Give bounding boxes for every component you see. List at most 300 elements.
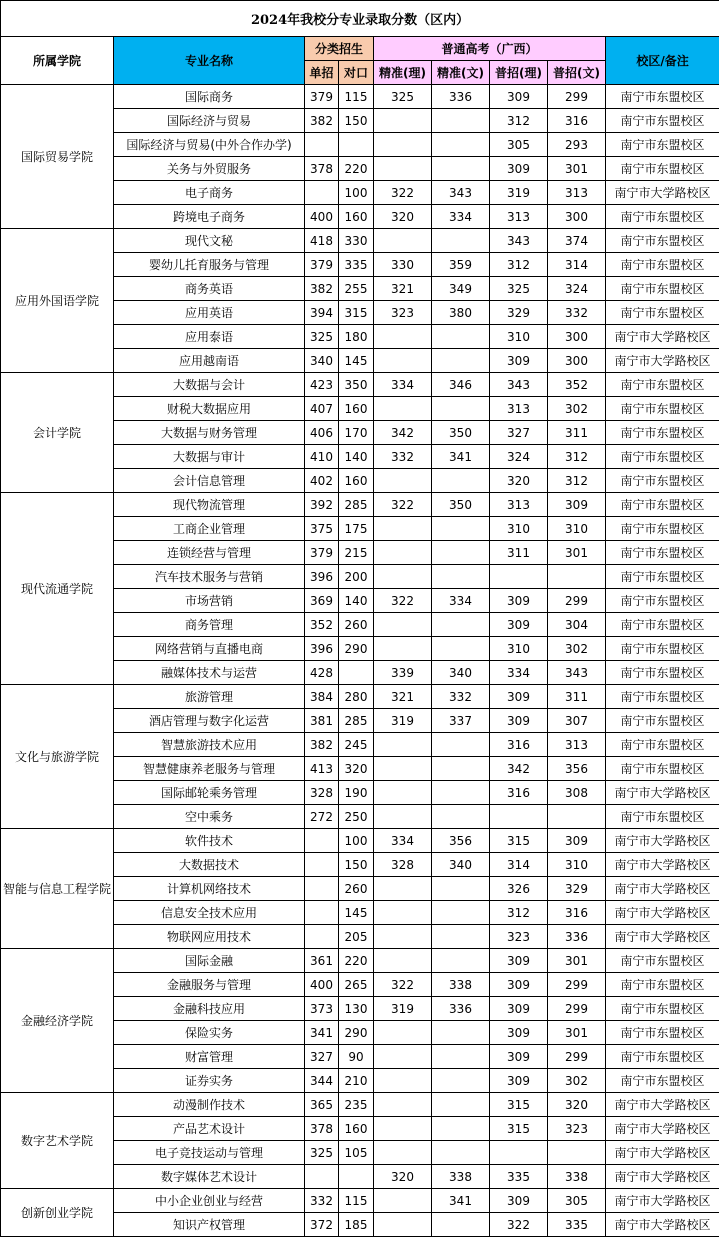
table-row (1, 1093, 719, 1117)
danzhao-score: 382 (305, 277, 339, 301)
major-name: 产品艺术设计 (114, 1117, 305, 1141)
duikou-score: 140 (339, 445, 374, 469)
jingzhun-wen-score (432, 949, 490, 973)
jingzhun-li-score: 322 (374, 973, 432, 997)
puzhao-li-score: 309 (490, 1069, 548, 1093)
puzhao-li-score: 309 (490, 157, 548, 181)
campus: 南宁市东盟校区 (606, 589, 719, 613)
jingzhun-wen-score (432, 109, 490, 133)
puzhao-li-score: 314 (490, 853, 548, 877)
jingzhun-wen-score (432, 1213, 490, 1237)
campus: 南宁市大学路校区 (606, 1165, 719, 1189)
jingzhun-wen-score: 340 (432, 661, 490, 685)
puzhao-wen-score: 332 (548, 301, 606, 325)
major-name: 网络营销与直播电商 (114, 637, 305, 661)
duikou-score (339, 661, 374, 685)
danzhao-score (305, 901, 339, 925)
major-name: 应用越南语 (114, 349, 305, 373)
danzhao-score: 379 (305, 541, 339, 565)
jingzhun-wen-score (432, 757, 490, 781)
jingzhun-li-score: 339 (374, 661, 432, 685)
puzhao-li-score: 335 (490, 1165, 548, 1189)
puzhao-wen-score: 309 (548, 829, 606, 853)
duikou-score: 100 (339, 829, 374, 853)
major-name: 金融服务与管理 (114, 973, 305, 997)
jingzhun-li-score (374, 133, 432, 157)
campus: 南宁市东盟校区 (606, 565, 719, 589)
danzhao-score (305, 181, 339, 205)
duikou-score: 250 (339, 805, 374, 829)
puzhao-li-score: 309 (490, 613, 548, 637)
campus: 南宁市东盟校区 (606, 133, 719, 157)
danzhao-score: 423 (305, 373, 339, 397)
jingzhun-wen-score: 341 (432, 1189, 490, 1213)
jingzhun-li-score (374, 1021, 432, 1045)
college-name: 创新创业学院 (1, 1189, 114, 1237)
puzhao-li-score: 329 (490, 301, 548, 325)
puzhao-li-score: 342 (490, 757, 548, 781)
danzhao-score: 372 (305, 1213, 339, 1237)
puzhao-li-score: 310 (490, 517, 548, 541)
major-name: 国际经济与贸易(中外合作办学) (114, 133, 305, 157)
header-puzhao-li: 普招(理) (490, 61, 548, 85)
puzhao-li-score (490, 1141, 548, 1165)
table-row (1, 85, 719, 109)
campus: 南宁市大学路校区 (606, 1213, 719, 1237)
jingzhun-wen-score: 380 (432, 301, 490, 325)
campus: 南宁市东盟校区 (606, 301, 719, 325)
duikou-score: 215 (339, 541, 374, 565)
jingzhun-wen-score (432, 1141, 490, 1165)
puzhao-li-score: 334 (490, 661, 548, 685)
major-name: 应用英语 (114, 301, 305, 325)
duikou-score: 210 (339, 1069, 374, 1093)
danzhao-score (305, 829, 339, 853)
jingzhun-wen-score (432, 1021, 490, 1045)
puzhao-wen-score: 313 (548, 733, 606, 757)
jingzhun-wen-score: 340 (432, 853, 490, 877)
major-name: 智慧健康养老服务与管理 (114, 757, 305, 781)
puzhao-wen-score: 301 (548, 157, 606, 181)
campus: 南宁市东盟校区 (606, 253, 719, 277)
duikou-score: 150 (339, 853, 374, 877)
jingzhun-li-score (374, 757, 432, 781)
puzhao-wen-score: 304 (548, 613, 606, 637)
campus: 南宁市大学路校区 (606, 853, 719, 877)
puzhao-li-score: 327 (490, 421, 548, 445)
duikou-score: 290 (339, 1021, 374, 1045)
college-name: 现代流通学院 (1, 493, 114, 685)
jingzhun-wen-score: 350 (432, 493, 490, 517)
campus: 南宁市东盟校区 (606, 109, 719, 133)
jingzhun-li-score (374, 781, 432, 805)
header-major: 专业名称 (114, 37, 305, 85)
puzhao-wen-score: 302 (548, 397, 606, 421)
puzhao-li-score: 312 (490, 253, 548, 277)
puzhao-wen-score: 338 (548, 1165, 606, 1189)
jingzhun-wen-score (432, 157, 490, 181)
jingzhun-li-score (374, 637, 432, 661)
college-name: 数字艺术学院 (1, 1093, 114, 1189)
puzhao-wen-score: 301 (548, 949, 606, 973)
puzhao-li-score: 313 (490, 493, 548, 517)
puzhao-li-score: 305 (490, 133, 548, 157)
campus: 南宁市东盟校区 (606, 157, 719, 181)
duikou-score: 100 (339, 181, 374, 205)
jingzhun-li-score: 323 (374, 301, 432, 325)
header-jingzhun-li: 精准(理) (374, 61, 432, 85)
duikou-score: 145 (339, 901, 374, 925)
puzhao-li-score: 316 (490, 733, 548, 757)
major-name: 国际金融 (114, 949, 305, 973)
puzhao-li-score: 343 (490, 229, 548, 253)
danzhao-score: 378 (305, 157, 339, 181)
campus: 南宁市东盟校区 (606, 709, 719, 733)
danzhao-score: 375 (305, 517, 339, 541)
jingzhun-li-score (374, 325, 432, 349)
college-name: 会计学院 (1, 373, 114, 493)
jingzhun-li-score (374, 517, 432, 541)
major-name: 证券实务 (114, 1069, 305, 1093)
puzhao-li-score: 309 (490, 709, 548, 733)
jingzhun-wen-score: 341 (432, 445, 490, 469)
puzhao-wen-score: 299 (548, 973, 606, 997)
duikou-score: 265 (339, 973, 374, 997)
puzhao-wen-score: 301 (548, 541, 606, 565)
puzhao-wen-score: 312 (548, 445, 606, 469)
puzhao-wen-score: 314 (548, 253, 606, 277)
jingzhun-li-score: 319 (374, 997, 432, 1021)
major-name: 旅游管理 (114, 685, 305, 709)
header-danzhao: 单招 (305, 61, 339, 85)
jingzhun-wen-score (432, 517, 490, 541)
major-name: 商务英语 (114, 277, 305, 301)
duikou-score: 160 (339, 469, 374, 493)
campus: 南宁市东盟校区 (606, 517, 719, 541)
puzhao-wen-score: 307 (548, 709, 606, 733)
jingzhun-wen-score: 356 (432, 829, 490, 853)
jingzhun-wen-score (432, 325, 490, 349)
danzhao-score: 413 (305, 757, 339, 781)
puzhao-wen-score (548, 805, 606, 829)
jingzhun-wen-score: 349 (432, 277, 490, 301)
puzhao-wen-score: 300 (548, 349, 606, 373)
header-campus: 校区/备注 (606, 37, 719, 85)
major-name: 财富管理 (114, 1045, 305, 1069)
campus: 南宁市大学路校区 (606, 1093, 719, 1117)
campus: 南宁市大学路校区 (606, 781, 719, 805)
header-duikou: 对口 (339, 61, 374, 85)
campus: 南宁市大学路校区 (606, 925, 719, 949)
major-name: 现代物流管理 (114, 493, 305, 517)
duikou-score: 285 (339, 493, 374, 517)
duikou-score: 315 (339, 301, 374, 325)
campus: 南宁市东盟校区 (606, 685, 719, 709)
jingzhun-wen-score: 346 (432, 373, 490, 397)
puzhao-wen-score: 305 (548, 1189, 606, 1213)
puzhao-li-score: 316 (490, 781, 548, 805)
danzhao-score: 379 (305, 85, 339, 109)
duikou-score: 320 (339, 757, 374, 781)
danzhao-score: 325 (305, 325, 339, 349)
campus: 南宁市东盟校区 (606, 1045, 719, 1069)
puzhao-wen-score: 323 (548, 1117, 606, 1141)
major-name: 现代文秘 (114, 229, 305, 253)
puzhao-li-score: 310 (490, 637, 548, 661)
puzhao-wen-score: 352 (548, 373, 606, 397)
puzhao-wen-score: 301 (548, 1021, 606, 1045)
danzhao-score: 392 (305, 493, 339, 517)
danzhao-score: 365 (305, 1093, 339, 1117)
jingzhun-li-score: 325 (374, 85, 432, 109)
jingzhun-li-score: 334 (374, 829, 432, 853)
danzhao-score: 381 (305, 709, 339, 733)
puzhao-wen-score: 374 (548, 229, 606, 253)
puzhao-wen-score: 309 (548, 493, 606, 517)
jingzhun-li-score (374, 565, 432, 589)
jingzhun-wen-score (432, 1069, 490, 1093)
campus: 南宁市东盟校区 (606, 421, 719, 445)
jingzhun-li-score (374, 229, 432, 253)
campus: 南宁市大学路校区 (606, 1189, 719, 1213)
danzhao-score: 382 (305, 109, 339, 133)
duikou-score: 220 (339, 157, 374, 181)
puzhao-li-score: 315 (490, 1093, 548, 1117)
danzhao-score: 369 (305, 589, 339, 613)
jingzhun-li-score (374, 1141, 432, 1165)
puzhao-wen-score: 324 (548, 277, 606, 301)
puzhao-li-score: 324 (490, 445, 548, 469)
puzhao-li-score: 309 (490, 685, 548, 709)
jingzhun-li-score (374, 877, 432, 901)
major-name: 融媒体技术与运营 (114, 661, 305, 685)
jingzhun-wen-score: 337 (432, 709, 490, 733)
major-name: 电子竞技运动与管理 (114, 1141, 305, 1165)
jingzhun-li-score (374, 397, 432, 421)
major-name: 财税大数据应用 (114, 397, 305, 421)
duikou-score: 170 (339, 421, 374, 445)
danzhao-score (305, 877, 339, 901)
duikou-score: 260 (339, 877, 374, 901)
puzhao-wen-score: 313 (548, 181, 606, 205)
jingzhun-li-score (374, 157, 432, 181)
duikou-score: 115 (339, 1189, 374, 1213)
puzhao-wen-score (548, 1141, 606, 1165)
jingzhun-li-score: 320 (374, 1165, 432, 1189)
campus: 南宁市东盟校区 (606, 469, 719, 493)
jingzhun-wen-score (432, 637, 490, 661)
duikou-score: 180 (339, 325, 374, 349)
jingzhun-li-score: 332 (374, 445, 432, 469)
campus: 南宁市东盟校区 (606, 733, 719, 757)
jingzhun-wen-score (432, 781, 490, 805)
jingzhun-wen-score (432, 565, 490, 589)
danzhao-score: 394 (305, 301, 339, 325)
danzhao-score (305, 853, 339, 877)
duikou-score: 330 (339, 229, 374, 253)
duikou-score: 205 (339, 925, 374, 949)
campus: 南宁市东盟校区 (606, 277, 719, 301)
danzhao-score: 325 (305, 1141, 339, 1165)
duikou-score: 335 (339, 253, 374, 277)
duikou-score: 115 (339, 85, 374, 109)
puzhao-wen-score: 343 (548, 661, 606, 685)
table-row (1, 685, 719, 709)
danzhao-score: 382 (305, 733, 339, 757)
duikou-score: 235 (339, 1093, 374, 1117)
jingzhun-wen-score (432, 469, 490, 493)
puzhao-wen-score: 356 (548, 757, 606, 781)
major-name: 国际经济与贸易 (114, 109, 305, 133)
jingzhun-li-score (374, 1045, 432, 1069)
danzhao-score (305, 1165, 339, 1189)
major-name: 跨境电子商务 (114, 205, 305, 229)
duikou-score: 150 (339, 109, 374, 133)
puzhao-wen-score: 299 (548, 1045, 606, 1069)
campus: 南宁市东盟校区 (606, 373, 719, 397)
puzhao-wen-score: 311 (548, 421, 606, 445)
puzhao-wen-score: 320 (548, 1093, 606, 1117)
major-name: 汽车技术服务与营销 (114, 565, 305, 589)
jingzhun-li-score: 321 (374, 685, 432, 709)
duikou-score: 255 (339, 277, 374, 301)
table-row (1, 949, 719, 973)
duikou-score: 285 (339, 709, 374, 733)
table-row (1, 373, 719, 397)
table-row (1, 1189, 719, 1213)
puzhao-li-score: 309 (490, 997, 548, 1021)
jingzhun-wen-score: 334 (432, 589, 490, 613)
duikou-score (339, 1165, 374, 1189)
danzhao-score: 384 (305, 685, 339, 709)
campus: 南宁市东盟校区 (606, 205, 719, 229)
jingzhun-li-score: 322 (374, 589, 432, 613)
danzhao-score: 400 (305, 973, 339, 997)
jingzhun-wen-score (432, 733, 490, 757)
danzhao-score: 341 (305, 1021, 339, 1045)
duikou-score: 90 (339, 1045, 374, 1069)
puzhao-wen-score: 310 (548, 853, 606, 877)
major-name: 空中乘务 (114, 805, 305, 829)
college-name: 国际贸易学院 (1, 85, 114, 229)
jingzhun-wen-score: 334 (432, 205, 490, 229)
puzhao-li-score: 312 (490, 901, 548, 925)
campus: 南宁市东盟校区 (606, 805, 719, 829)
puzhao-wen-score: 312 (548, 469, 606, 493)
jingzhun-li-score: 322 (374, 493, 432, 517)
danzhao-score: 352 (305, 613, 339, 637)
college-name: 应用外国语学院 (1, 229, 114, 373)
puzhao-wen-score: 316 (548, 109, 606, 133)
danzhao-score: 328 (305, 781, 339, 805)
duikou-score: 280 (339, 685, 374, 709)
jingzhun-li-score: 320 (374, 205, 432, 229)
jingzhun-li-score (374, 733, 432, 757)
duikou-score: 260 (339, 613, 374, 637)
major-name: 智慧旅游技术应用 (114, 733, 305, 757)
campus: 南宁市大学路校区 (606, 829, 719, 853)
major-name: 计算机网络技术 (114, 877, 305, 901)
danzhao-score: 378 (305, 1117, 339, 1141)
danzhao-score: 407 (305, 397, 339, 421)
jingzhun-wen-score (432, 805, 490, 829)
campus: 南宁市大学路校区 (606, 1141, 719, 1165)
danzhao-score: 400 (305, 205, 339, 229)
danzhao-score (305, 925, 339, 949)
jingzhun-li-score (374, 901, 432, 925)
danzhao-score: 428 (305, 661, 339, 685)
campus: 南宁市大学路校区 (606, 877, 719, 901)
jingzhun-li-score (374, 1093, 432, 1117)
puzhao-li-score: 309 (490, 973, 548, 997)
jingzhun-li-score (374, 109, 432, 133)
table-row (1, 229, 719, 253)
duikou-score: 105 (339, 1141, 374, 1165)
jingzhun-wen-score (432, 1093, 490, 1117)
jingzhun-li-score: 322 (374, 181, 432, 205)
jingzhun-wen-score (432, 397, 490, 421)
campus: 南宁市东盟校区 (606, 757, 719, 781)
duikou-score: 185 (339, 1213, 374, 1237)
major-name: 连锁经营与管理 (114, 541, 305, 565)
jingzhun-wen-score (432, 613, 490, 637)
puzhao-li-score: 322 (490, 1213, 548, 1237)
jingzhun-wen-score (432, 229, 490, 253)
jingzhun-wen-score: 343 (432, 181, 490, 205)
jingzhun-wen-score: 359 (432, 253, 490, 277)
puzhao-wen-score: 329 (548, 877, 606, 901)
puzhao-li-score: 325 (490, 277, 548, 301)
table-row (1, 829, 719, 853)
campus: 南宁市大学路校区 (606, 325, 719, 349)
major-name: 婴幼儿托育服务与管理 (114, 253, 305, 277)
puzhao-wen-score: 335 (548, 1213, 606, 1237)
puzhao-wen-score: 308 (548, 781, 606, 805)
puzhao-li-score: 320 (490, 469, 548, 493)
jingzhun-li-score: 330 (374, 253, 432, 277)
danzhao-score: 379 (305, 253, 339, 277)
major-name: 电子商务 (114, 181, 305, 205)
jingzhun-wen-score (432, 901, 490, 925)
puzhao-wen-score: 302 (548, 1069, 606, 1093)
duikou-score: 130 (339, 997, 374, 1021)
major-name: 商务管理 (114, 613, 305, 637)
puzhao-li-score: 313 (490, 397, 548, 421)
campus: 南宁市东盟校区 (606, 613, 719, 637)
jingzhun-wen-score (432, 133, 490, 157)
puzhao-li-score: 309 (490, 1021, 548, 1045)
jingzhun-li-score: 328 (374, 853, 432, 877)
duikou-score: 175 (339, 517, 374, 541)
jingzhun-li-score (374, 949, 432, 973)
jingzhun-wen-score: 336 (432, 997, 490, 1021)
jingzhun-li-score (374, 1189, 432, 1213)
danzhao-score: 344 (305, 1069, 339, 1093)
major-name: 市场营销 (114, 589, 305, 613)
header-gaokao: 普通高考（广西） (374, 37, 606, 61)
major-name: 国际邮轮乘务管理 (114, 781, 305, 805)
duikou-score: 160 (339, 205, 374, 229)
duikou-score: 145 (339, 349, 374, 373)
puzhao-li-score: 315 (490, 829, 548, 853)
puzhao-wen-score: 299 (548, 589, 606, 613)
campus: 南宁市东盟校区 (606, 541, 719, 565)
jingzhun-wen-score: 338 (432, 1165, 490, 1189)
major-name: 物联网应用技术 (114, 925, 305, 949)
puzhao-li-score: 309 (490, 589, 548, 613)
major-name: 软件技术 (114, 829, 305, 853)
danzhao-score (305, 133, 339, 157)
